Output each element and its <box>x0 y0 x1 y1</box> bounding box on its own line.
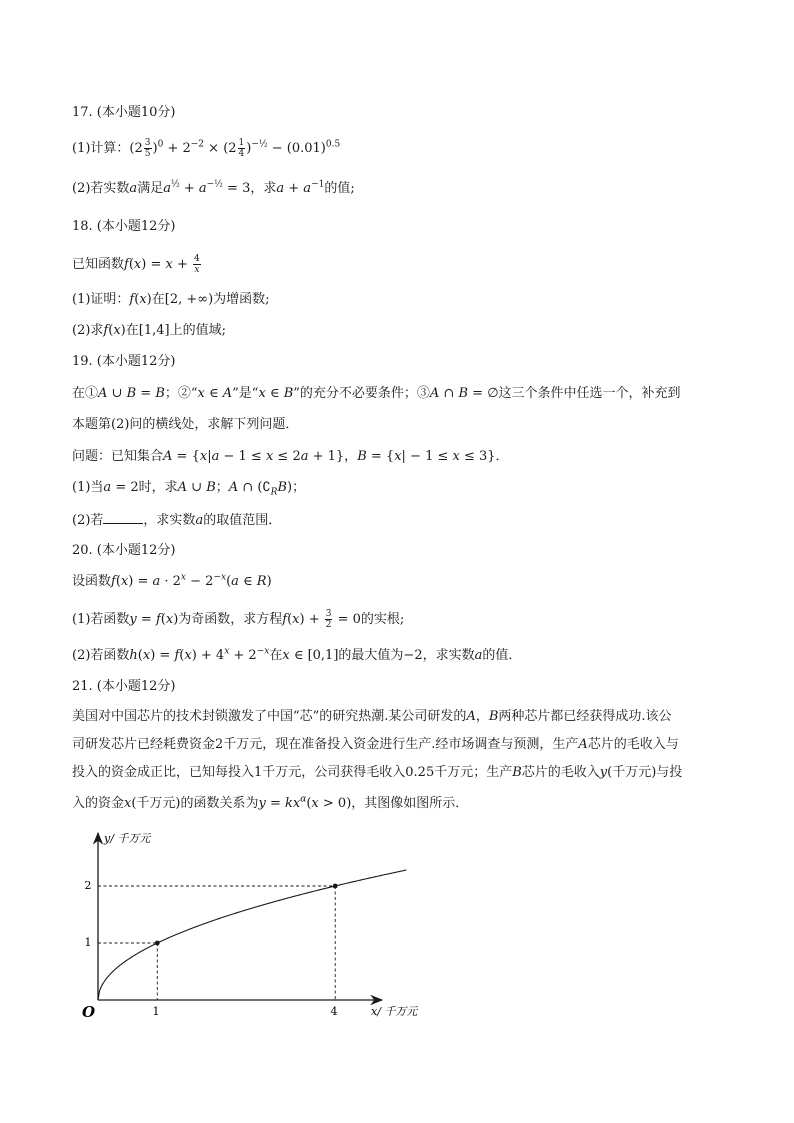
q18-part2: (2)求f(x)在[1,4]上的值域; <box>72 323 226 338</box>
q19-line3: 问题：已知集合A = {x|a − 1 ≤ x ≤ 2a + 1}，B = {x| − 1 ≤ x ≤ 3}． <box>72 449 509 464</box>
x-tick-4: 4 <box>330 1005 338 1018</box>
q19-line4: (1)当a = 2时，求A ∪ B；A ∩ $(∁_RB)$； <box>72 480 306 498</box>
y-tick-2: 2 <box>84 879 92 892</box>
q21-header: 21. (本小题12分) <box>72 679 176 694</box>
q21-line1: 美国对中国芯片的技术封锁激发了中国“芯”的研究热潮.某公司研发的A，B两种芯片都已经获得成功.该公 <box>72 709 672 724</box>
q21-line2: 司研发芯片已经耗费资金2千万元，现在准备投入资金进行生产.经市场调查与预测，生产A芯片的毛收入与 <box>72 737 679 752</box>
q17-part1: (1)计算：(2 $\frac{3}{5}$ )$^0 + 2^{-2} \times (2$ $\frac{1}{4}$ )$^{-\frac{1}{2}} - (0.01)^{0.5}$ <box>72 138 341 159</box>
q20-part1: (1)若函数y = f(x)为奇函数，求方程f(x) + $\frac{3}{2}$ = 0的实根; <box>72 609 405 630</box>
guide-lines <box>98 886 335 1000</box>
q21-line4: 入的资金x(千万元)的函数关系为$y = kx^\alpha(x > 0)$，其图像如图所示． <box>72 794 469 811</box>
origin-label: O <box>82 1003 96 1021</box>
q17-part1-label: (1)计算： <box>72 141 130 156</box>
data-point-2 <box>333 884 338 889</box>
q19-header: 19. (本小题12分) <box>72 354 176 369</box>
q19-line5: (2)若 ，求实数a的取值范围． <box>72 513 282 528</box>
x-tick-1: 1 <box>152 1005 160 1018</box>
marked-points <box>155 884 338 946</box>
q21-line3: 投入的资金成正比，已知每投入1千万元，公司获得毛收入0.25千万元；生产B芯片的毛收入y(千万元)与投 <box>72 765 683 780</box>
y-tick-1: 1 <box>84 936 92 949</box>
power-function-curve <box>98 870 406 1000</box>
q20-header: 20. (本小题12分) <box>72 543 176 558</box>
fill-in-blank <box>103 511 143 524</box>
x-axis-label: x/ 千万元 <box>371 1005 418 1018</box>
q19-line2: 本题第(2)问的横线处，求解下列问题． <box>72 417 299 432</box>
data-point-1 <box>155 941 160 946</box>
y-axis-label: y/ 千万元 <box>104 832 151 845</box>
q18-intro: 已知函数f(x) = x + $\frac{4}{x}$ <box>72 254 200 275</box>
q18-header: 18. (本小题12分) <box>72 219 176 234</box>
function-graph <box>60 825 440 1030</box>
q20-intro: 设函数$f(x) = a \cdot 2^x - 2^{-x}(a$ ∈ R) <box>72 572 272 589</box>
q17-part2: (2)若实数a满足$a^{\frac{1}{2}} + a^{-\frac{1}{2}} = 3$，求$a + a^{-1}$的值; <box>72 179 355 196</box>
q17-header: 17. (本小题10分) <box>72 105 176 120</box>
q18-part1: (1)证明：f(x)在[2, +∞)为增函数; <box>72 292 270 307</box>
q19-line1: 在①A ∪ B = B；②“x ∈ A”是“x ∈ B”的充分不必要条件；③A ∩ B = ∅这三个条件中任选一个，补充到 <box>72 386 681 401</box>
q20-part2: (2)若函数$h(x) = f(x) + 4^x + 2^{-x}$在x ∈ [0,1]的最大值为−2，求实数a的值． <box>72 646 522 663</box>
